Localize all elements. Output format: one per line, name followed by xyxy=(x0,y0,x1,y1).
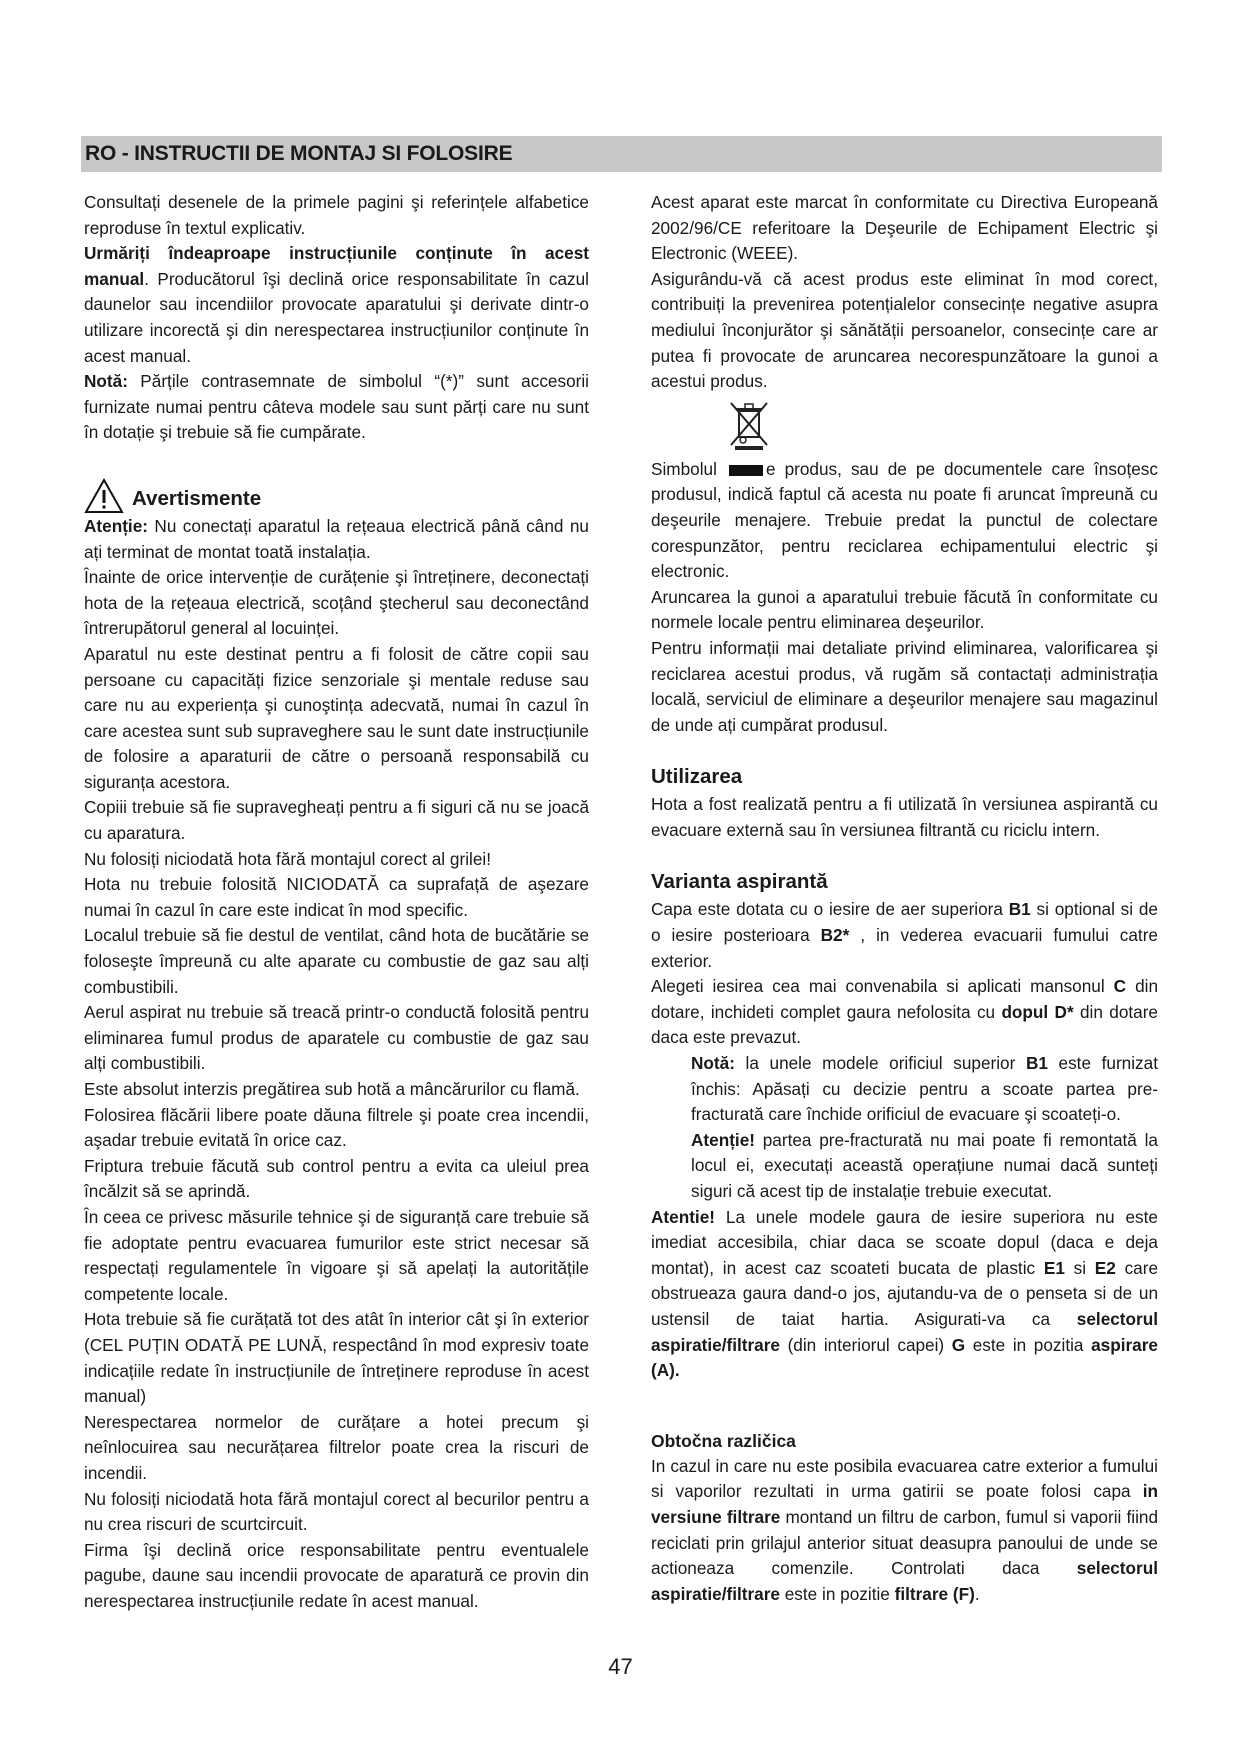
note-paragraph: Notă: Părțile contrasemnate de simbolul “(*)” sunt accesorii furnizate numai pentru câteva modele sau sunt părți care nu sunt în dotație şi trebuie să fie cumpărate. xyxy=(84,371,589,443)
warning-item: Folosirea flăcării libere poate dăuna filtrele şi poate crea incendii, aşadar trebuie evitată în orice caz. xyxy=(84,1104,589,1151)
warning-item: Înainte de orice intervenție de curățenie şi întreținere, deconectați hota de la rețeaua electrică, scoțând ştecherul sau deconectând întrerupătorul general al locuinței. xyxy=(84,567,589,639)
warning-triangle-icon xyxy=(84,478,124,514)
right-column xyxy=(651,190,1158,1607)
usage-paragraph: Hota a fost realizată pentru a fi utilizată în versiunea aspirantă cu evacuare externă sau în versiunea filtrantă cu riciclu intern. xyxy=(651,794,1158,840)
warning-heading xyxy=(84,458,589,514)
bin-mark-icon xyxy=(729,465,763,476)
aspirant-attention: Atenție! partea pre-fracturată nu mai poate fi remontată la locul ei, executați această operațiune numai dacă sunteți siguri că acest tip de instalație trebuie executat. xyxy=(691,1129,1158,1201)
left-column xyxy=(84,190,589,1614)
warning-item: Este absolut interzis pregătirea sub hotă a mâncărurilor cu flamă. xyxy=(84,1079,580,1099)
manual-bold: Urmăriți îndeaproape instrucțiunile conținute în acest manual xyxy=(84,243,589,289)
attention-paragraph: Atenție: Nu conectați aparatul la rețeaua electrică până când nu ați terminat de montat toată instalația. xyxy=(84,515,589,562)
warning-item: Nerespectarea normelor de curățare a hotei precum şi neînlocuirea sau necurățarea filtrelor poate crea la riscuri de incendii. xyxy=(84,1411,589,1483)
intro-paragraph: Consultați desenele de la primele pagini şi referințele alfabetice reproduse în textul explicativ. xyxy=(84,192,589,238)
aspirant-paragraph: Capa este dotata cu o iesire de aer superiora B1 si optional si de o iesire posterioara B2* , in vederea evacuarii fumului catre exterior. xyxy=(651,899,1158,971)
symbol-paragraph: Simbolul e produs, sau de pe documentele care însoțesc produsul, indică faptul că acesta nu poate fi aruncat împreună cu deşeurile menajere. Trebuie predat la punctul de colectare corespunzător, pentru reciclarea echipamentului electric şi electronic. xyxy=(651,458,1158,582)
weee-paragraph: Acest aparat este marcat în conformitate cu Directiva Europeană 2002/96/CE referitoare la Deşeurile de Echipament Electric şi Electronic (WEEE). xyxy=(651,192,1158,264)
warning-item: Hota nu trebuie folosită NICIODATĂ ca suprafață de aşezare numai în cazul în care este indicat în mod specific. xyxy=(84,874,589,920)
aspirant-note: Notă: la unele modele orificiul superior B1 este furnizat închis: Apăsați cu decizie pentru a scoate partea pre-fracturată care închide orificiul de evacuare şi scoateți-o. xyxy=(691,1053,1158,1125)
warning-item: Copiii trebuie să fie supravegheați pentru a fi siguri că nu se joacă cu aparatura. xyxy=(84,797,589,844)
weee-symbol xyxy=(651,395,1158,457)
section-header xyxy=(81,136,1162,172)
aspirant-paragraph: Alegeti iesirea cea mai convenabila si aplicati mansonul C din dotare, inchideti complet gaura nefolosita cu dopul D* din dotare daca este prevazut. xyxy=(651,976,1158,1048)
page-number: 47 xyxy=(608,1654,633,1679)
filter-title: Obtočna različica xyxy=(651,1430,796,1451)
warning-title: Avertismente xyxy=(132,486,262,510)
manual-paragraph: Urmăriți îndeaproape instrucțiunile conținute în acest manual. Producătorul îşi declină orice responsabilitate în cazul daunelor sau incendiilor provocate aparatului şi derivate dintr-o utilizare incorectă şi din nerespectarea instrucțiunilor conținute în acest manual. xyxy=(84,243,589,366)
crossed-bin-icon xyxy=(727,399,771,451)
warning-item: Aparatul nu este destinat pentru a fi folosit de către copii sau persoane cu capacități fizice senzoriale şi mentale reduse sau care nu au experiența şi cunoştința adecvată, numai în cazul în care acestea sunt sub supraveghere sau le sunt date instrucțiunile de folosire a aparaturii de către o persoană responsabilă cu siguranța acestora. xyxy=(84,643,589,792)
warning-item: Friptura trebuie făcută sub control pentru a evita ca uleiul prea încălzit să se aprindă. xyxy=(84,1155,589,1202)
page-title: RO - INSTRUCTII DE MONTAJ SI FOLOSIRE xyxy=(85,142,513,165)
warning-item: În ceea ce privesc măsurile tehnice şi de siguranță care trebuie să fie adoptate pentru evacuarea fumurilor este strict necesar să respectați regulamentele în vigoare şi să apelați la autoritățile competente locale. xyxy=(84,1206,589,1304)
aspirant-warning: Atentie! La unele modele gaura de iesire superiora nu este imediat accesibila, chiar daca se scoate dopul (daca e deja montat), in acest caz scoateti bucata de plastic E1 si E2 care obstrueaza gaura dand-o jos, ajutandu-va de o penseta si de un ustensil de taiat hartia. Asigurati-va ca selectorul aspiratie/filtrare (din interiorul capei) G este in pozitia aspirare (A). xyxy=(651,1206,1159,1381)
warning-item: Aerul aspirat nu trebuie să treacă printr-o conductă folosită pentru eliminarea fumul produs de aparatele cu combustie de gaz sau alți combustibili. xyxy=(84,1002,589,1074)
aspirant-title: Varianta aspirantă xyxy=(651,870,828,894)
warning-item: Firma îşi declină orice responsabilitate pentru eventualele pagube, daune sau incendii provocate de aparatură ce provin din nerespectarea instrucțiunile redate în acest manual. xyxy=(84,1539,589,1611)
weee-paragraph: Aruncarea la gunoi a aparatului trebuie făcută în conformitate cu normele locale pentru eliminarea deşeurilor. xyxy=(651,586,1158,633)
usage-title: Utilizarea xyxy=(651,765,743,789)
filter-paragraph: In cazul in care nu este posibila evacuarea catre exterior a fumului si vaporilor rezultati in urma gatirii se poate folosi capa in versiune filtrare montand un filtru de carbon, fumul si vaporii fiind reciclati prin grilajul anterior situat deasupra panoului de unde se actioneaza comenzile. Controlati daca selectorul aspiratie/filtrare este in pozitie filtrare (F). xyxy=(651,1455,1159,1604)
warning-item: Hota trebuie să fie curățată tot des atât în interior cât şi în exterior (CEL PUȚIN ODATĂ PE LUNĂ, respectând în mod expresiv toate indicațiile redate în instrucțiunile de întreținere reproduse în acest manual) xyxy=(84,1309,589,1407)
warning-item: Nu folosiți niciodată hota fără montajul corect al grilei! xyxy=(84,848,491,869)
warning-item: Localul trebuie să fie destul de ventilat, când hota de bucătărie se foloseşte împreună cu alte aparate cu combustie de gaz sau alți combustibili. xyxy=(84,925,589,997)
warning-item: Nu folosiți niciodată hota fără montajul corect al becurilor pentru a nu crea riscuri de scurtcircuit. xyxy=(84,1488,589,1535)
weee-paragraph: Pentru informații mai detaliate privind eliminarea, valorificarea şi reciclarea acestui produs, vă rugăm să contactați administrația locală, serviciul de eliminare a deşeurilor menajere sau magazinul de unde ați cumpărat produsul. xyxy=(651,637,1158,735)
weee-paragraph: Asigurându-vă că acest produs este eliminat în mod corect, contribuiți la prevenirea potențialelor consecințe negative asupra mediului înconjurător şi sănătății persoanelor, consecințe care ar putea fi provocate de aruncarea necorespunzătoare la gunoi a acestui produs. xyxy=(651,268,1158,392)
